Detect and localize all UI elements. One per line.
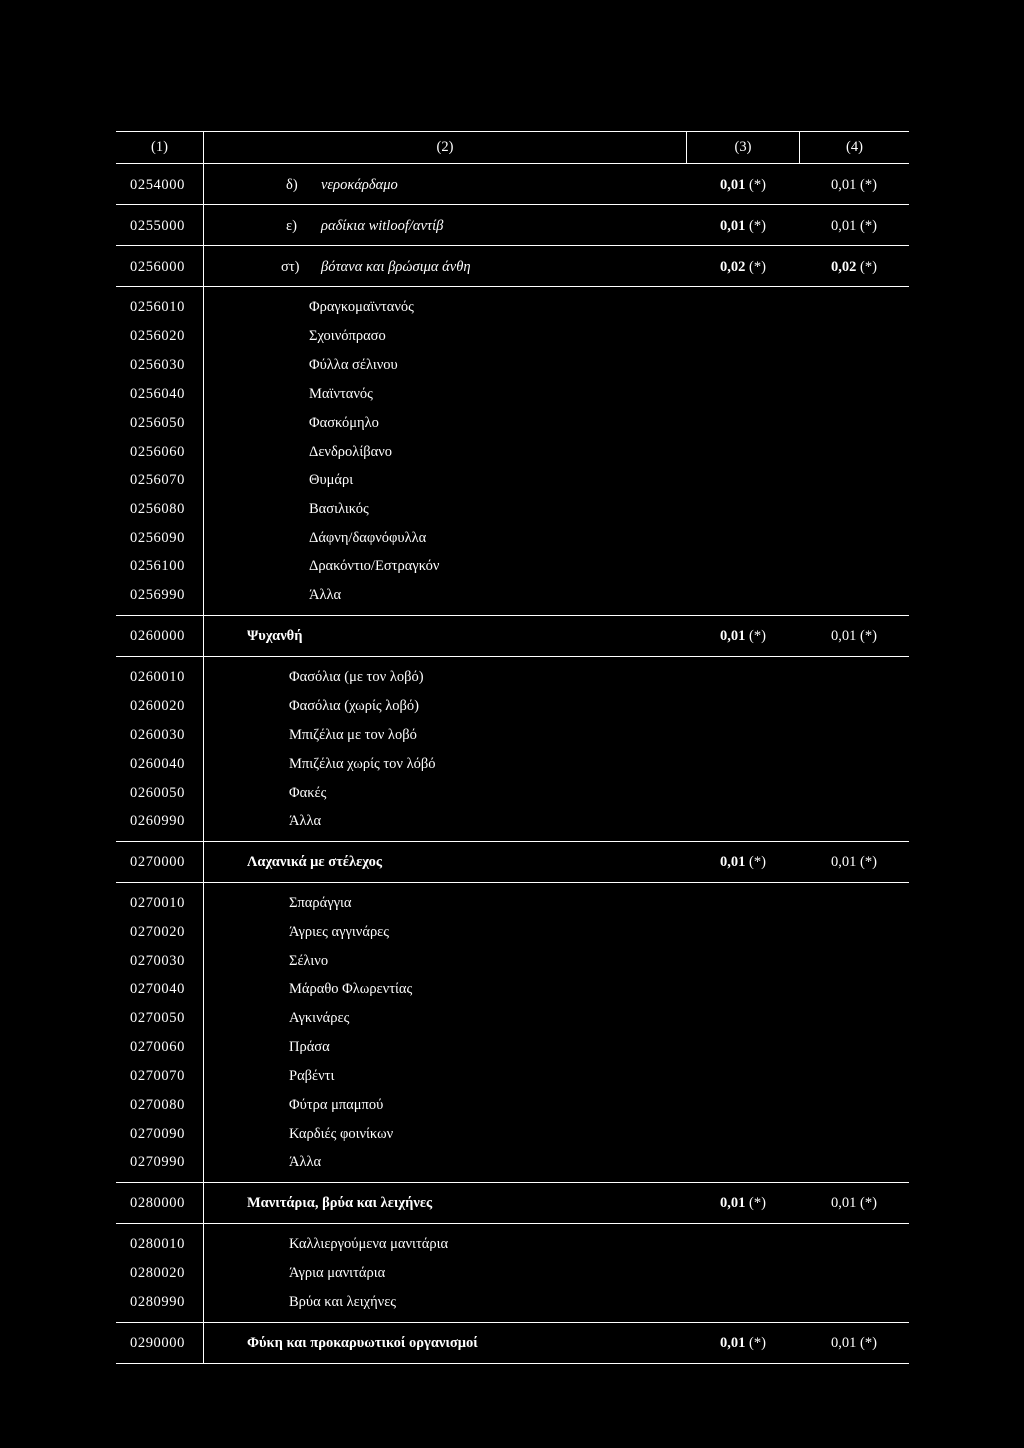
herb-name: Φύλλα σέλινου [309,357,398,373]
item-name: Καρδιές φοινίκων [289,1126,394,1142]
row-value-3: 0,02 (*) [720,259,766,275]
item-name: Μπιζέλια με τον λοβό [289,727,417,743]
group-code: 0270000 [130,854,185,870]
herb-name: Θυμάρι [309,472,354,488]
group-name: Λαχανικά με στέλεχος [247,854,382,870]
herb-code: 0256040 [130,386,185,402]
herb-name: Φραγκομαϊντανός [309,299,414,315]
row-letter: στ) [281,259,300,275]
table-rule [116,882,909,883]
table-rule [116,841,909,842]
table-rule [116,656,909,657]
item-code: 0260040 [130,756,185,772]
item-code: 0260990 [130,813,185,829]
group-value-4: 0,01 (*) [831,628,877,644]
row-name: ραδίκια witloof/αντίβ [321,218,444,234]
item-name: Φασόλια (χωρίς λοβό) [289,698,419,714]
row-value-4: 0,01 (*) [831,218,877,234]
item-code: 0280010 [130,1236,185,1252]
item-name: Βρύα και λειχήνες [289,1294,397,1310]
herb-name: Μαϊντανός [309,386,373,402]
row-value-4: 0,01 (*) [831,177,877,193]
row-value-3: 0,01 (*) [720,218,766,234]
table-rule [116,1223,909,1224]
item-code: 0270030 [130,953,185,969]
item-code: 0270040 [130,981,185,997]
item-code: 0270050 [130,1010,185,1026]
item-name: Φασόλια (με τον λοβό) [289,669,424,685]
row-value-3: 0,01 (*) [720,177,766,193]
column-rule [203,163,204,1363]
item-code: 0270060 [130,1039,185,1055]
item-name: Άλλα [289,813,322,829]
row-name: νεροκάρδαμο [321,177,398,193]
herb-name: Δενδρολίβανο [309,444,392,460]
group-code: 0280000 [130,1195,185,1211]
herb-code: 0256990 [130,587,185,603]
table-rule [116,204,909,205]
group-code: 0260000 [130,628,185,644]
group-name: Φύκη και προκαρυωτικοί οργανισμοί [247,1335,478,1351]
table-rule [116,286,909,287]
item-code: 0260020 [130,698,185,714]
table-rule [116,131,909,132]
row-code: 0254000 [130,177,185,193]
herb-code: 0256080 [130,501,185,517]
item-code: 0260010 [130,669,185,685]
item-code: 0260030 [130,727,185,743]
herb-name: Δάφνη/δαφνόφυλλα [309,530,427,546]
item-name: Μπιζέλια χωρίς τον λόβό [289,756,436,772]
item-name: Φακές [289,785,327,801]
item-code: 0270010 [130,895,185,911]
item-name: Πράσα [289,1039,330,1055]
row-letter: δ) [286,177,298,193]
group-value-4: 0,01 (*) [831,1195,877,1211]
item-code: 0270990 [130,1154,185,1170]
group-value-3: 0,01 (*) [720,1195,766,1211]
item-code: 0270020 [130,924,185,940]
item-name: Σπαράγγια [289,895,352,911]
item-code: 0260050 [130,785,185,801]
item-code: 0270090 [130,1126,185,1142]
table-rule [116,245,909,246]
item-name: Άγριες αγγινάρες [289,924,390,940]
row-letter: ε) [286,218,297,234]
item-code: 0280020 [130,1265,185,1281]
header-col-3: (3) [734,139,752,155]
item-name: Μάραθο Φλωρεντίας [289,981,413,997]
herb-code: 0256060 [130,444,185,460]
herb-code: 0256030 [130,357,185,373]
table-rule [116,1363,909,1364]
group-value-3: 0,01 (*) [720,1335,766,1351]
header-col-4: (4) [846,139,863,155]
item-code: 0280990 [130,1294,185,1310]
group-value-3: 0,01 (*) [720,628,766,644]
group-code: 0290000 [130,1335,185,1351]
herb-code: 0256050 [130,415,185,431]
item-code: 0270080 [130,1097,185,1113]
table-rule [116,163,909,164]
herb-name: Βασιλικός [309,501,369,517]
herb-code: 0256090 [130,530,185,546]
row-code: 0256000 [130,259,185,275]
item-name: Καλλιεργούμενα μανιτάρια [289,1236,449,1252]
group-name: Ψυχανθή [247,628,303,644]
item-name: Ραβέντι [289,1068,335,1084]
row-value-4: 0,02 (*) [831,259,877,275]
group-value-4: 0,01 (*) [831,1335,877,1351]
item-name: Άγρια μανιτάρια [289,1265,386,1281]
herb-name: Φασκόμηλο [309,415,379,431]
item-code: 0270070 [130,1068,185,1084]
header-col-1: (1) [151,139,168,155]
item-name: Φύτρα μπαμπού [289,1097,384,1113]
group-value-4: 0,01 (*) [831,854,877,870]
group-value-3: 0,01 (*) [720,854,766,870]
item-name: Σέλινο [289,953,329,969]
herb-code: 0256100 [130,558,185,574]
row-name: βότανα και βρώσιμα άνθη [321,259,471,275]
item-name: Άλλα [289,1154,322,1170]
row-code: 0255000 [130,218,185,234]
herb-name: Σχοινόπρασο [309,328,386,344]
herb-code: 0256010 [130,299,185,315]
herb-code: 0256020 [130,328,185,344]
herb-name: Δρακόντιο/Εστραγκόν [309,558,440,574]
table-rule [116,1322,909,1323]
table-rule [116,1182,909,1183]
table-rule [116,615,909,616]
item-name: Αγκινάρες [289,1010,350,1026]
herb-name: Άλλα [309,587,342,603]
header-col-2: (2) [436,139,454,155]
group-name: Μανιτάρια, βρύα και λειχήνες [247,1195,433,1211]
herb-code: 0256070 [130,472,185,488]
